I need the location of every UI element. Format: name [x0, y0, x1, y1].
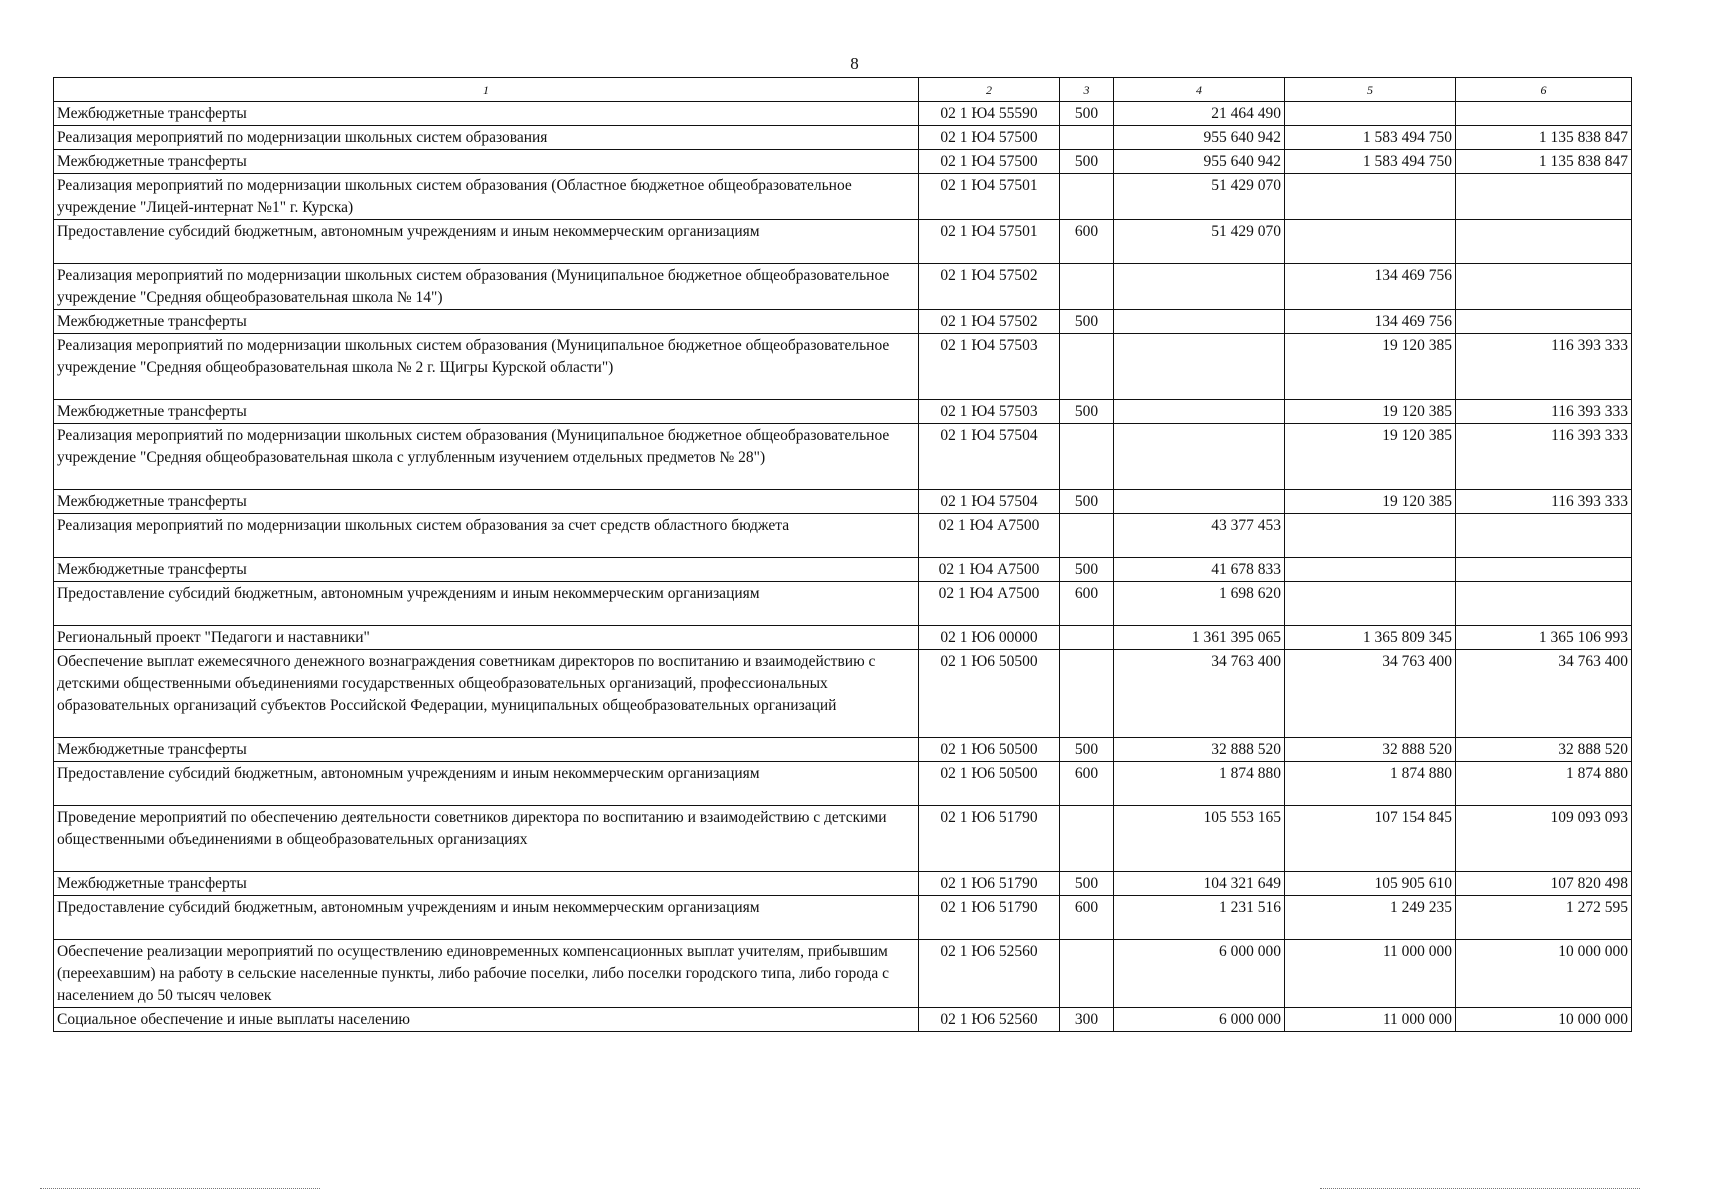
table-row: [54, 1008, 1632, 1032]
column-number: 6: [1456, 78, 1632, 102]
row-amount-2: [1285, 582, 1456, 626]
row-amount-3: [1456, 310, 1632, 334]
row-expense-type: [1060, 264, 1114, 310]
table-row: [54, 626, 1632, 650]
row-amount-3: 116 393 333: [1456, 334, 1632, 400]
row-code: 02 1 Ю4 57504: [919, 424, 1060, 490]
row-amount-2: [1285, 514, 1456, 558]
row-description: Реализация мероприятий по модернизации школьных систем образования (Муниципальное бюджетное общеобразовательное учреждение "Средняя общеобразовательная школа с углубленным изучением отдельных предметов № 28"): [54, 424, 919, 490]
row-description: Межбюджетные трансферты: [54, 150, 919, 174]
table-row: [54, 940, 1632, 1008]
row-expense-type: 500: [1060, 490, 1114, 514]
row-description: Межбюджетные трансферты: [54, 400, 919, 424]
row-expense-type: 600: [1060, 762, 1114, 806]
row-amount-3: [1456, 582, 1632, 626]
row-amount-1: 21 464 490: [1114, 102, 1285, 126]
row-expense-type: 600: [1060, 896, 1114, 940]
table-row: [54, 424, 1632, 490]
row-amount-3: 107 820 498: [1456, 872, 1632, 896]
row-amount-2: [1285, 102, 1456, 126]
table-row: [54, 490, 1632, 514]
row-description: Реализация мероприятий по модернизации школьных систем образования: [54, 126, 919, 150]
row-code: 02 1 Ю6 50500: [919, 762, 1060, 806]
row-amount-3: [1456, 514, 1632, 558]
row-expense-type: 600: [1060, 582, 1114, 626]
row-code: 02 1 Ю4 57504: [919, 490, 1060, 514]
row-expense-type: [1060, 626, 1114, 650]
row-description: Предоставление субсидий бюджетным, автономным учреждениям и иным некоммерческим организациям: [54, 896, 919, 940]
row-amount-1: 104 321 649: [1114, 872, 1285, 896]
row-amount-3: [1456, 174, 1632, 220]
row-amount-2: 107 154 845: [1285, 806, 1456, 872]
row-description: Социальное обеспечение и иные выплаты населению: [54, 1008, 919, 1032]
row-code: 02 1 Ю6 52560: [919, 1008, 1060, 1032]
row-amount-1: [1114, 334, 1285, 400]
column-number: 4: [1114, 78, 1285, 102]
row-expense-type: [1060, 174, 1114, 220]
row-description: Реализация мероприятий по модернизации школьных систем образования (Муниципальное бюджетное общеобразовательное учреждение "Средняя общеобразовательная школа № 14"): [54, 264, 919, 310]
row-expense-type: 500: [1060, 310, 1114, 334]
table-row: [54, 762, 1632, 806]
row-code: 02 1 Ю6 51790: [919, 806, 1060, 872]
row-code: 02 1 Ю4 57500: [919, 150, 1060, 174]
row-amount-2: 134 469 756: [1285, 264, 1456, 310]
row-expense-type: [1060, 806, 1114, 872]
column-number: 5: [1285, 78, 1456, 102]
table-row: [54, 126, 1632, 150]
table-row: [54, 150, 1632, 174]
footer-rule-right: [1320, 1188, 1640, 1189]
row-amount-1: [1114, 400, 1285, 424]
row-amount-1: 105 553 165: [1114, 806, 1285, 872]
row-amount-2: 1 249 235: [1285, 896, 1456, 940]
row-code: 02 1 Ю4 57502: [919, 264, 1060, 310]
row-amount-2: 34 763 400: [1285, 650, 1456, 738]
row-amount-1: 6 000 000: [1114, 940, 1285, 1008]
row-expense-type: [1060, 424, 1114, 490]
row-amount-3: 1 135 838 847: [1456, 126, 1632, 150]
row-amount-3: 34 763 400: [1456, 650, 1632, 738]
row-description: Реализация мероприятий по модернизации школьных систем образования (Областное бюджетное общеобразовательное учреждение "Лицей-интернат №1" г. Курска): [54, 174, 919, 220]
row-amount-2: [1285, 174, 1456, 220]
table-row: [54, 738, 1632, 762]
row-amount-1: 43 377 453: [1114, 514, 1285, 558]
row-description: Предоставление субсидий бюджетным, автономным учреждениям и иным некоммерческим организациям: [54, 582, 919, 626]
row-description: Предоставление субсидий бюджетным, автономным учреждениям и иным некоммерческим организациям: [54, 762, 919, 806]
row-amount-3: [1456, 264, 1632, 310]
row-expense-type: 500: [1060, 558, 1114, 582]
row-amount-3: [1456, 558, 1632, 582]
row-amount-2: 11 000 000: [1285, 940, 1456, 1008]
row-expense-type: 300: [1060, 1008, 1114, 1032]
row-expense-type: [1060, 334, 1114, 400]
row-amount-2: 19 120 385: [1285, 334, 1456, 400]
column-number: 1: [54, 78, 919, 102]
budget-table: [53, 77, 1632, 1032]
row-expense-type: [1060, 514, 1114, 558]
row-amount-2: 32 888 520: [1285, 738, 1456, 762]
table-row: [54, 896, 1632, 940]
row-amount-1: 955 640 942: [1114, 126, 1285, 150]
row-code: 02 1 Ю6 50500: [919, 738, 1060, 762]
row-amount-1: 51 429 070: [1114, 174, 1285, 220]
column-number: 3: [1060, 78, 1114, 102]
row-expense-type: 500: [1060, 738, 1114, 762]
row-amount-3: 116 393 333: [1456, 490, 1632, 514]
row-amount-2: 19 120 385: [1285, 424, 1456, 490]
row-amount-2: 11 000 000: [1285, 1008, 1456, 1032]
table-row: [54, 872, 1632, 896]
table-row: [54, 220, 1632, 264]
row-expense-type: 500: [1060, 102, 1114, 126]
row-description: Межбюджетные трансферты: [54, 490, 919, 514]
row-expense-type: 500: [1060, 400, 1114, 424]
row-expense-type: 500: [1060, 872, 1114, 896]
table-row: [54, 334, 1632, 400]
table-row: [54, 264, 1632, 310]
row-code: 02 1 Ю6 51790: [919, 896, 1060, 940]
row-amount-1: 34 763 400: [1114, 650, 1285, 738]
table-row: [54, 806, 1632, 872]
row-code: 02 1 Ю4 57501: [919, 220, 1060, 264]
row-amount-1: 1 698 620: [1114, 582, 1285, 626]
row-code: 02 1 Ю6 51790: [919, 872, 1060, 896]
table-row: [54, 558, 1632, 582]
row-code: 02 1 Ю4 57502: [919, 310, 1060, 334]
row-expense-type: 500: [1060, 150, 1114, 174]
table-row: [54, 174, 1632, 220]
row-code: 02 1 Ю4 А7500: [919, 514, 1060, 558]
table-row: [54, 514, 1632, 558]
row-expense-type: [1060, 126, 1114, 150]
row-amount-3: [1456, 102, 1632, 126]
row-amount-1: 32 888 520: [1114, 738, 1285, 762]
column-number: 2: [919, 78, 1060, 102]
row-amount-1: [1114, 310, 1285, 334]
row-expense-type: [1060, 940, 1114, 1008]
table-row: [54, 102, 1632, 126]
row-amount-1: 1 874 880: [1114, 762, 1285, 806]
row-code: 02 1 Ю4 55590: [919, 102, 1060, 126]
page-number: 8: [850, 54, 859, 73]
footer-rule-left: [40, 1188, 320, 1189]
row-description: Межбюджетные трансферты: [54, 102, 919, 126]
row-amount-1: 41 678 833: [1114, 558, 1285, 582]
row-amount-1: [1114, 424, 1285, 490]
row-amount-3: 10 000 000: [1456, 1008, 1632, 1032]
row-amount-1: [1114, 490, 1285, 514]
row-amount-3: 116 393 333: [1456, 400, 1632, 424]
table-row: [54, 582, 1632, 626]
row-description: Предоставление субсидий бюджетным, автономным учреждениям и иным некоммерческим организациям: [54, 220, 919, 264]
row-description: Проведение мероприятий по обеспечению деятельности советников директора по воспитанию и взаимодействию с детскими общественными объединениями в общеобразовательных организациях: [54, 806, 919, 872]
row-expense-type: 600: [1060, 220, 1114, 264]
row-description: Региональный проект "Педагоги и наставники": [54, 626, 919, 650]
row-amount-3: 1 135 838 847: [1456, 150, 1632, 174]
row-amount-3: [1456, 220, 1632, 264]
row-code: 02 1 Ю6 52560: [919, 940, 1060, 1008]
row-amount-1: 1 231 516: [1114, 896, 1285, 940]
row-description: Реализация мероприятий по модернизации школьных систем образования за счет средств областного бюджета: [54, 514, 919, 558]
row-amount-3: 116 393 333: [1456, 424, 1632, 490]
row-amount-1: 6 000 000: [1114, 1008, 1285, 1032]
row-code: 02 1 Ю4 57503: [919, 334, 1060, 400]
row-amount-2: 1 365 809 345: [1285, 626, 1456, 650]
row-amount-2: [1285, 220, 1456, 264]
row-amount-3: 1 874 880: [1456, 762, 1632, 806]
row-amount-2: 1 583 494 750: [1285, 150, 1456, 174]
table-row: [54, 310, 1632, 334]
row-description: Межбюджетные трансферты: [54, 310, 919, 334]
row-amount-2: 19 120 385: [1285, 490, 1456, 514]
row-amount-2: 1 583 494 750: [1285, 126, 1456, 150]
row-description: Межбюджетные трансферты: [54, 872, 919, 896]
row-code: 02 1 Ю4 57503: [919, 400, 1060, 424]
row-amount-2: 19 120 385: [1285, 400, 1456, 424]
row-amount-1: 1 361 395 065: [1114, 626, 1285, 650]
row-code: 02 1 Ю4 57501: [919, 174, 1060, 220]
table-row: [54, 650, 1632, 738]
row-description: Обеспечение выплат ежемесячного денежного вознаграждения советникам директоров по воспитанию и взаимодействию с детскими общественными объединениями государственных общеобразовательных организаций, профессиональных образовательных организаций субъектов Российской Федерации, муниципальных общеобразовательных организаций: [54, 650, 919, 738]
row-code: 02 1 Ю4 А7500: [919, 558, 1060, 582]
row-amount-3: 1 365 106 993: [1456, 626, 1632, 650]
row-amount-2: [1285, 558, 1456, 582]
row-amount-3: 10 000 000: [1456, 940, 1632, 1008]
row-amount-3: 32 888 520: [1456, 738, 1632, 762]
row-amount-3: 109 093 093: [1456, 806, 1632, 872]
row-amount-2: 105 905 610: [1285, 872, 1456, 896]
row-amount-2: 134 469 756: [1285, 310, 1456, 334]
row-code: 02 1 Ю4 А7500: [919, 582, 1060, 626]
row-amount-3: 1 272 595: [1456, 896, 1632, 940]
row-description: Межбюджетные трансферты: [54, 738, 919, 762]
row-description: Обеспечение реализации мероприятий по осуществлению единовременных компенсационных выплат учителям, прибывшим (переехавшим) на работу в сельские населенные пункты, либо рабочие поселки, либо поселки городского типа, либо города с населением до 50 тысяч человек: [54, 940, 919, 1008]
row-amount-2: 1 874 880: [1285, 762, 1456, 806]
row-expense-type: [1060, 650, 1114, 738]
row-code: 02 1 Ю6 00000: [919, 626, 1060, 650]
row-description: Реализация мероприятий по модернизации школьных систем образования (Муниципальное бюджетное общеобразовательное учреждение "Средняя общеобразовательная школа № 2 г. Щигры Курской области"): [54, 334, 919, 400]
row-description: Межбюджетные трансферты: [54, 558, 919, 582]
table-row: [54, 400, 1632, 424]
row-code: 02 1 Ю6 50500: [919, 650, 1060, 738]
row-amount-1: 51 429 070: [1114, 220, 1285, 264]
table-header-row: [54, 78, 1632, 102]
row-amount-1: 955 640 942: [1114, 150, 1285, 174]
row-amount-1: [1114, 264, 1285, 310]
row-code: 02 1 Ю4 57500: [919, 126, 1060, 150]
